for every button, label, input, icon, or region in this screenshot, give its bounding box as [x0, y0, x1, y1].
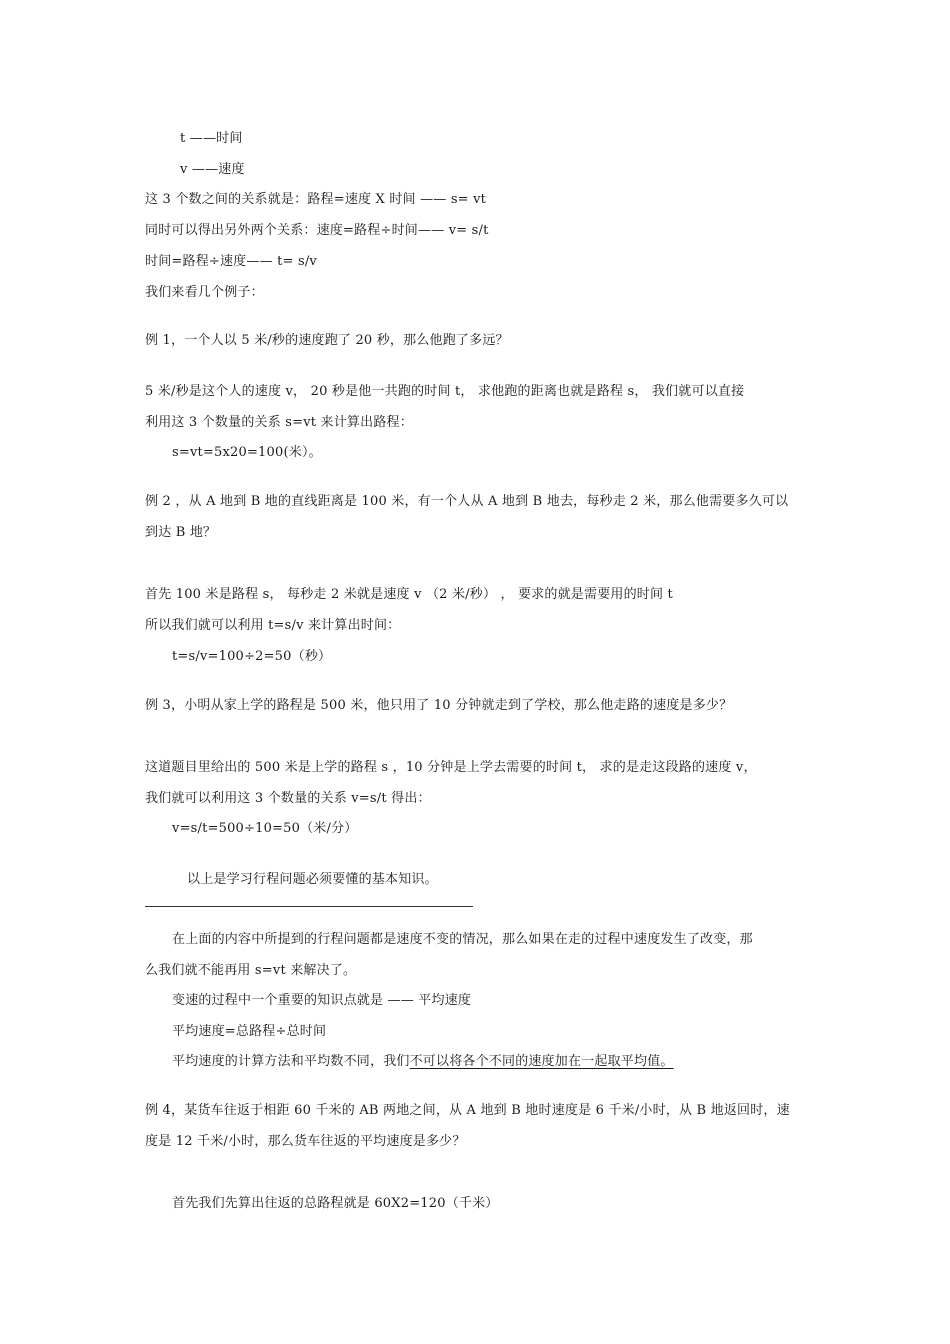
example-1-question: 例 1，一个人以 5 米/秒的速度跑了 20 秒，那么他跑了多远？	[145, 333, 509, 348]
example-2-explanation-2: 所以我们就可以利用 t=s/v 来计算出时间：	[145, 618, 401, 633]
example-3-question: 例 3，小明从家上学的路程是 500 米，他只用了 10 分钟就走到了学校，那么他走路的速度是多少？	[145, 698, 733, 713]
text-line-examples-intro: 我们来看几个例子：	[145, 285, 264, 300]
text-line-v-speed: v ——速度	[180, 162, 245, 177]
basic-knowledge-summary: 以上是学习行程问题必须要懂的基本知识。	[187, 872, 438, 887]
text-line-t-time: t ——时间	[180, 131, 243, 146]
example-2-question-1: 例 2 ，从 A 地到 B 地的直线距离是 100 米，有一个人从 A 地到 B 地去，每秒走 2 米，那么他需要多久可以	[145, 494, 789, 509]
average-speed-note-underlined: 不可以将各个不同的速度加在一起取平均值。	[409, 1054, 674, 1069]
text-line-relation-time: 时间=路程÷速度—— t= s/v	[145, 254, 317, 269]
example-3-explanation-1: 这道题目里给出的 500 米是上学的路程 s ，10 分钟是上学去需要的时间 t， 求的是走这段路的速度 v，	[145, 760, 757, 775]
variable-speed-intro-2: 么我们就不能再用 s=vt 来解决了。	[145, 963, 357, 978]
text-line-relation-speed: 同时可以得出另外两个关系：速度=路程÷时间—— v= s/t	[145, 223, 489, 238]
variable-speed-intro-1: 在上面的内容中所提到的行程问题都是速度不变的情况，那么如果在走的过程中速度发生了改变，那	[172, 932, 753, 947]
example-2-formula: t=s/v=100÷2=50（秒）	[172, 649, 332, 664]
text-line-relation: 这 3 个数之间的关系就是：路程=速度 X 时间 —— s= vt	[145, 192, 487, 207]
example-4-question-2: 度是 12 千米/小时，那么货车往返的平均速度是多少？	[145, 1134, 466, 1149]
example-2-explanation-1: 首先 100 米是路程 s， 每秒走 2 米就是速度 v （2 米/秒） ， 要求的就是需要用的时间 t	[145, 587, 673, 602]
average-speed-formula: 平均速度=总路程÷总时间	[172, 1024, 327, 1039]
section-divider	[145, 906, 473, 907]
average-speed-note	[172, 1053, 674, 1071]
example-3-formula: v=s/t=500÷10=50（米/分）	[172, 821, 358, 836]
example-1-explanation-1: 5 米/秒是这个人的速度 v， 20 秒是他一共跑的时间 t， 求他跑的距离也就是路程 s， 我们就可以直接	[145, 384, 745, 399]
example-1-explanation-2: 利用这 3 个数量的关系 s=vt 来计算出路程：	[145, 415, 413, 430]
average-speed-keypoint: 变速的过程中一个重要的知识点就是 —— 平均速度	[172, 993, 472, 1008]
example-3-explanation-2: 我们就可以利用这 3 个数量的关系 v=s/t 得出：	[145, 791, 431, 806]
average-speed-note-text: 平均速度的计算方法和平均数不同，我们	[172, 1054, 410, 1069]
example-4-question-1: 例 4，某货车往返于相距 60 千米的 AB 两地之间，从 A 地到 B 地时速度是 6 千米/小时，从 B 地返回时，速	[145, 1103, 790, 1118]
example-4-solution: 首先我们先算出往返的总路程就是 60X2=120（千米）	[172, 1196, 499, 1211]
example-1-formula: s=vt=5x20=100(米）。	[172, 445, 322, 460]
example-2-question-2: 到达 B 地？	[145, 525, 217, 540]
